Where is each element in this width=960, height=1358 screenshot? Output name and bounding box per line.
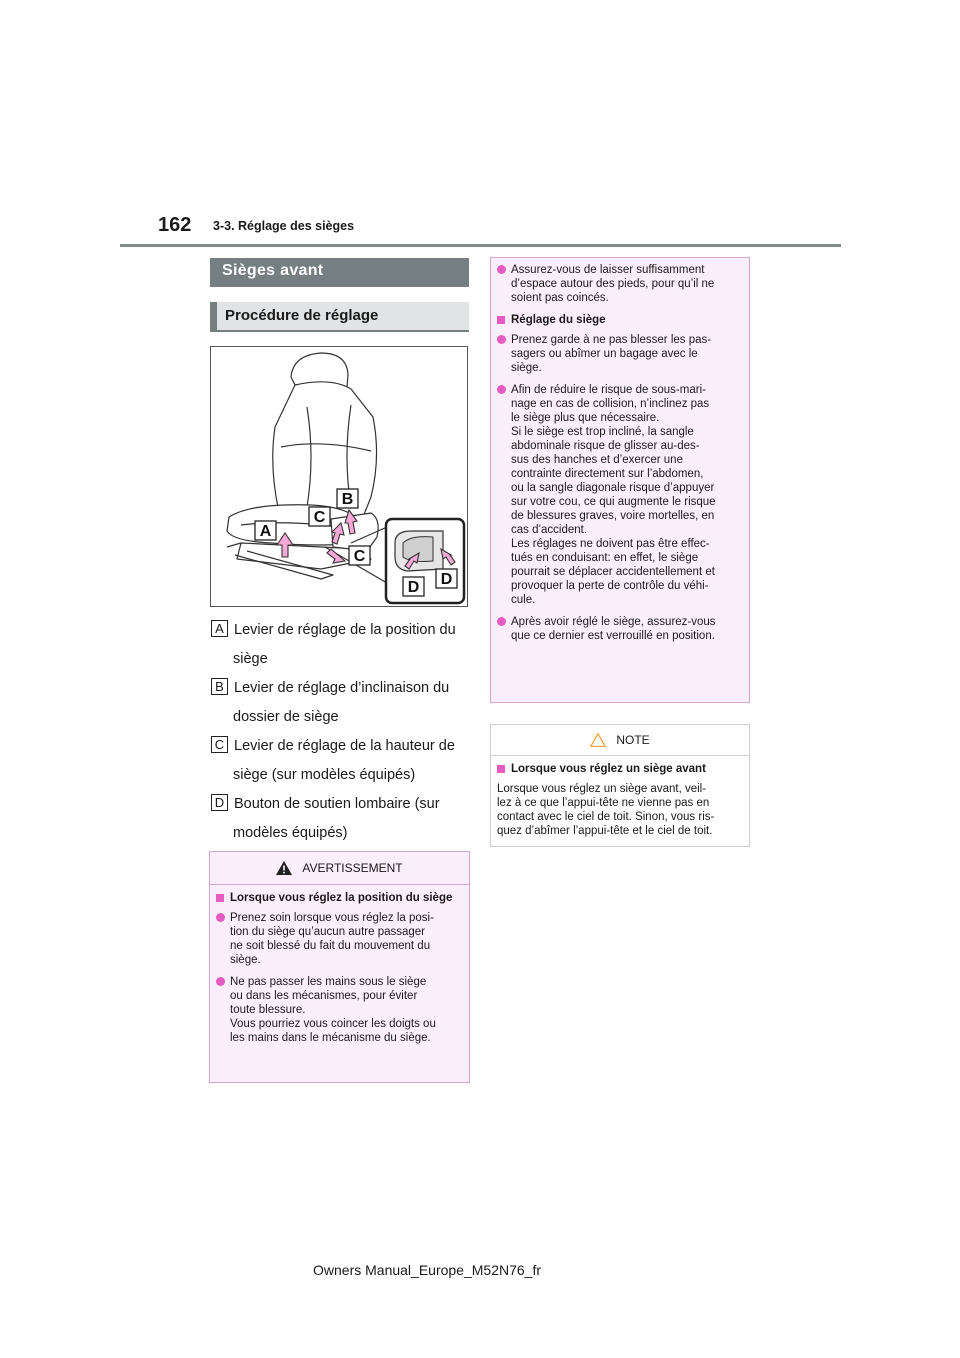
text-line: sur votre cou, ce qui augmente le risque <box>511 496 716 508</box>
warning-box-continued <box>490 257 750 703</box>
bullet-dot-icon <box>216 913 225 922</box>
text-line: tués en conduisant: en effet, le siège <box>511 552 699 564</box>
text-line: que ce dernier est verrouillé en position. <box>511 630 715 642</box>
legend-letter: D <box>211 794 228 811</box>
list-item <box>497 615 741 643</box>
legend-text-cont: modèles équipés) <box>233 825 348 841</box>
legend-text-cont: siège (sur modèles équipés) <box>233 767 416 783</box>
warning-subheading: Lorsque vous réglez la position du siège <box>216 891 461 905</box>
text-line: soient pas coincés. <box>511 292 609 304</box>
seat-drawing <box>211 347 467 606</box>
text-line: Ne pas passer les mains sous le siège <box>230 976 427 988</box>
list-item <box>497 263 741 305</box>
note-box <box>490 724 750 847</box>
header-rule <box>120 244 841 247</box>
bullet-dot-icon <box>497 335 506 344</box>
legend-text: Levier de réglage de la position du <box>234 622 456 638</box>
seat-illustration <box>210 346 468 607</box>
label-c-1: C <box>313 509 326 526</box>
sub-heading: Procédure de réglage <box>210 302 469 332</box>
text-line: sus des hanches et d’exercer une <box>511 454 683 466</box>
text-line: lez à ce que l’appui-tête ne vienne pas en <box>497 797 710 809</box>
note-header <box>491 725 749 756</box>
text-line: pourrait se déplacer accidentellement et <box>511 566 715 578</box>
text-line: Afin de réduire le risque de sous-mari- <box>511 384 706 396</box>
list-item <box>497 333 741 375</box>
text-line: ou dans les mécanismes, pour éviter <box>230 990 418 1002</box>
text-line: Assurez-vous de laisser suffisamment <box>511 264 705 276</box>
page-number: 162 <box>158 214 192 236</box>
text-line: Après avoir réglé le siège, assurez-vous <box>511 616 716 628</box>
legend-item-b <box>211 674 471 732</box>
label-d-1: D <box>407 579 420 596</box>
text-line: cas d’accident. <box>511 524 588 536</box>
bullet-dot-icon <box>497 617 506 626</box>
text-line: quez d’abîmer l’appui-tête et le ciel de toit. <box>497 825 713 837</box>
text-line: Lorsque vous réglez un siège avant, veil- <box>497 783 707 795</box>
bullet-dot-icon <box>216 977 225 986</box>
text-line: le siège plus que nécessaire. <box>511 412 660 424</box>
legend-text: Bouton de soutien lombaire (sur <box>234 796 440 812</box>
text-line: de blessures graves, voire mortelles, en <box>511 510 715 522</box>
legend-text-cont: dossier de siège <box>233 709 339 725</box>
text-line: ou la sangle diagonale risque d’appuyer <box>511 482 715 494</box>
warning-title: AVERTISSEMENT <box>302 861 403 875</box>
text-line: les mains dans le mécanisme du siège. <box>230 1032 431 1044</box>
legend-item-c <box>211 732 471 790</box>
text-line: nage en cas de collision, n’inclinez pas <box>511 398 710 410</box>
text-line: ne soit blessé du fait du mouvement du <box>230 940 431 952</box>
text-line: toute blessure. <box>230 1004 306 1016</box>
footer-text: Owners Manual_Europe_M52N76_fr <box>313 1262 542 1278</box>
legend-letter: C <box>211 736 228 753</box>
text-line: cule. <box>511 594 536 606</box>
list-item <box>497 383 741 607</box>
legend-text: Levier de réglage d’inclinaison du <box>234 680 450 696</box>
legend-letter: B <box>211 678 228 695</box>
text-line: Prenez garde à ne pas blesser les pas- <box>511 334 712 346</box>
label-c-2: C <box>353 548 366 565</box>
legend-item-a <box>211 616 471 674</box>
text-line: Si le siège est trop incliné, la sangle <box>511 426 694 438</box>
warning-header <box>210 852 469 885</box>
text-line: Prenez soin lorsque vous réglez la posi- <box>230 912 434 924</box>
text-line: contact avec le ciel de toit. Sinon, vous ris- <box>497 811 715 823</box>
note-title: NOTE <box>616 733 650 747</box>
note-subheading: Lorsque vous réglez un siège avant <box>497 762 741 776</box>
legend-text: Levier de réglage de la hauteur de <box>234 738 455 754</box>
text-line: sagers ou abîmer un bagage avec le <box>511 348 698 360</box>
section-title: 3-3. Réglage des sièges <box>213 219 355 233</box>
text-line: Vous pourriez vous coincer les doigts ou <box>230 1018 436 1030</box>
main-heading: Sièges avant <box>210 258 469 287</box>
list-item <box>216 975 461 1045</box>
caution-triangle-icon <box>590 733 606 747</box>
text-line: siège. <box>230 954 261 966</box>
text-line: Les réglages ne doivent pas être effec- <box>511 538 710 550</box>
legend-item-d <box>211 790 471 848</box>
bullet-dot-icon <box>497 265 506 274</box>
text-line: tion du siège qu’aucun autre passager <box>230 926 426 938</box>
bullet-dot-icon <box>497 385 506 394</box>
text-line: provoquer la perte de contrôle du véhi- <box>511 580 709 592</box>
label-a: A <box>259 523 272 540</box>
label-b: B <box>341 491 354 508</box>
text-line: abdominale risque de glisser au-des- <box>511 440 700 452</box>
text-line: contrainte directement sur l’abdomen, <box>511 468 704 480</box>
warning-subheading: Réglage du siège <box>497 313 741 327</box>
label-d-2: D <box>440 571 453 588</box>
text-line: siège. <box>511 362 542 374</box>
text-line: d’espace autour des pieds, pour qu’il ne <box>511 278 715 290</box>
list-item <box>216 911 461 967</box>
warning-triangle-icon <box>276 861 292 875</box>
legend-letter: A <box>211 620 228 637</box>
warning-box <box>209 851 470 1083</box>
legend-text-cont: siège <box>233 651 268 667</box>
